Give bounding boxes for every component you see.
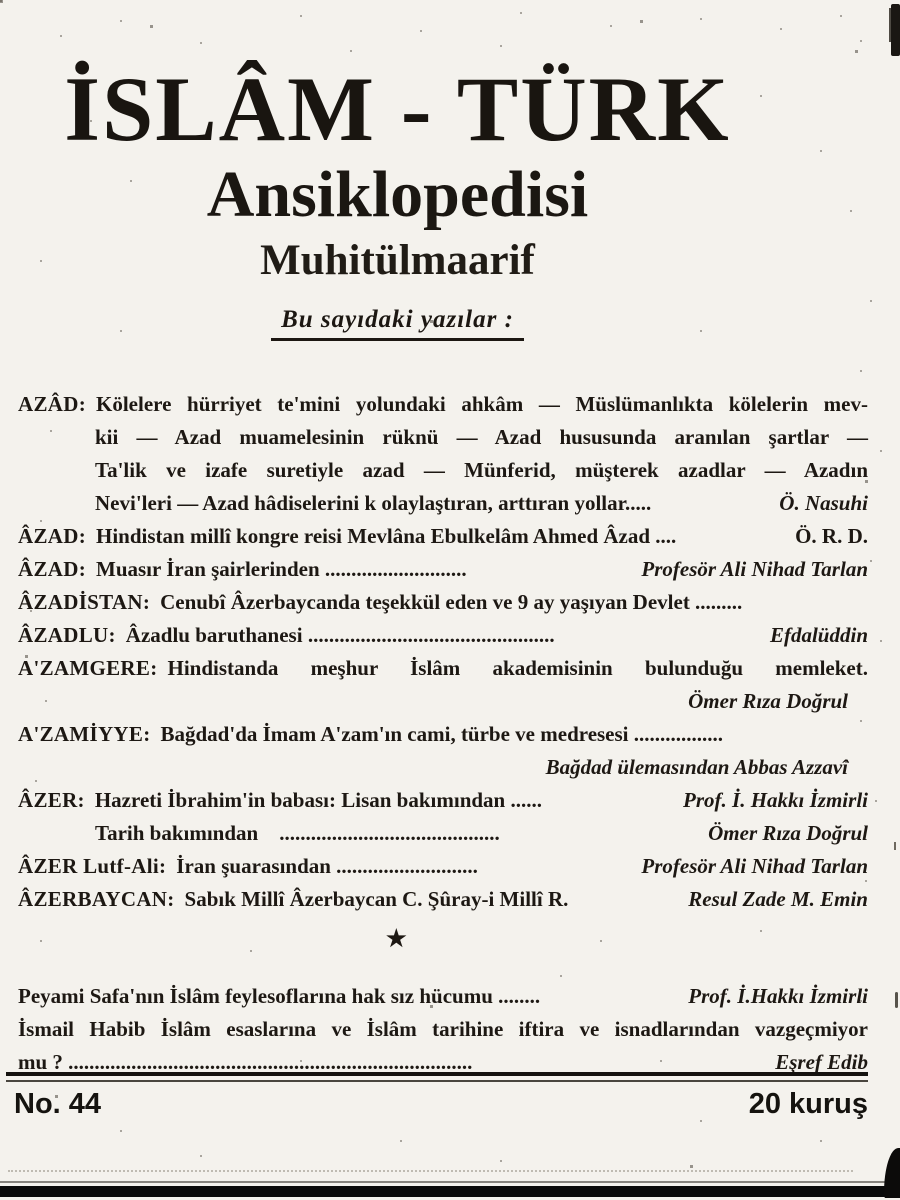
toc-author-line [18,685,868,718]
toc-entry [18,718,868,751]
entry-author: Bağdad ülemasından Abbas Azzavî [545,755,848,779]
entry-term: ÂZADLU: [18,623,116,647]
entry-author: Efdalüddin [769,623,868,647]
table-of-contents [18,388,868,1079]
entry-term: ÂZAD: [18,524,86,548]
entry-text: Tarih bakımından .......................................... [95,821,500,845]
toc-entry-continuation [18,421,868,454]
entry-text: İran şuarasından ........................... [176,854,478,878]
entry-text: Ta'lik ve izafe suretiyle azad — Münferid, müşterek azadlar — Azadın [95,458,868,482]
entry-text: kii — Azad muamelesinin rüknü — Azad hususunda aranılan şartlar — [95,425,868,449]
toc-entry [18,520,868,553]
entry-author: Prof. İ. Hakkı İzmirli [683,788,868,812]
entry-text: Hindistanda meşhur İslâm akademisinin bulunduğu memleket. [167,656,868,680]
contents-heading-label: Bu sayıdaki yazılar : [271,306,524,341]
toc-author-line [18,751,868,784]
entry-term: ÂZADİSTAN: [18,590,151,614]
entry-text: Peyami Safa'nın İslâm feylesoflarına hak sız hücumu ........ [18,984,541,1008]
entry-text: Bağdad'da İmam A'zam'ın cami, türbe ve medresesi ................. [160,722,724,746]
toc-entry [18,586,868,619]
entry-text: Cenubî Âzerbaycanda teşekkül eden ve 9 ay yaşıyan Devlet ......... [160,590,743,614]
entry-term: ÂZERBAYCAN: [18,887,175,911]
toc-entry-continuation [18,487,868,520]
toc-entry [18,784,868,817]
footer [14,1088,868,1121]
entry-term: ÂZAD: [18,557,86,581]
star-separator [18,916,868,964]
toc-entry [18,850,868,883]
footer-divider-rule [6,1072,868,1082]
entry-author: Profesör Ali Nihad Tarlan [641,854,868,878]
toc-entry [18,553,868,586]
entry-term: A'ZAMİYYE: [18,722,151,746]
entry-text: Nevi'leri — Azad hâdiselerini k olaylaştıran, arttıran yollar..... [95,491,652,515]
entry-author: Prof. İ.Hakkı İzmirli [688,984,868,1008]
entry-text: mu ? ............................................................................. [18,1050,473,1074]
entry-term: A'ZAMGERE: [18,656,158,680]
scan-artifact-edge-tick-small [894,842,896,850]
entry-author: Resul Zade M. Emin [688,887,868,911]
issue-number: No. 44 [14,1088,102,1120]
toc-entry [18,652,868,685]
entry-author: Profesör Ali Nihad Tarlan [641,557,868,581]
entry-text: Hazreti İbrahim'in babası: Lisan bakımından ...... [94,788,542,812]
scan-artifact-faint-line [8,1170,853,1172]
entry-text: Muasır İran şairlerinden ........................... [96,557,467,581]
contents-heading [0,306,795,341]
toc-entry [18,980,868,1013]
entry-author: Ö. R. D. [795,524,868,548]
toc-entry-continuation [18,817,868,850]
masthead [0,0,795,290]
entry-text: Kölelere hürriyet te'mini yolundaki ahkâm — Müslümanlıkta kölelerin mev- [96,392,868,416]
price-label: 20 kuruş [748,1088,868,1120]
entry-term: ÂZER Lutf-Ali: [18,854,167,878]
toc-entry [18,619,868,652]
scan-edge-bottom-bar [0,1186,900,1197]
scan-artifact-top-right [891,4,900,56]
entry-text: Sabık Millî Âzerbaycan C. Şûray-i Millî R. [184,887,569,911]
entry-text: Hindistan millî kongre reisi Mevlâna Ebulkelâm Ahmed Âzad .... [96,524,677,548]
toc-entry-continuation [18,454,868,487]
entry-author: Ö. Nasuhi [779,491,868,515]
scan-artifact-bottom-right [884,1148,900,1198]
entry-author: Ömer Rıza Doğrul [688,689,848,713]
entry-term: AZÂD: [18,392,86,416]
page-subtitle: Ansiklopedisi [206,158,589,231]
star-icon: ★ [386,926,407,951]
entry-text: İsmail Habib İslâm esaslarına ve İslâm tarihine iftira ve isnadlarından vazgeçmiyor [18,1017,868,1041]
entry-author: Eşref Edib [775,1050,868,1074]
entry-term: ÂZER: [18,788,85,812]
scan-artifact-bar-echo [0,1181,900,1183]
edition-name: Muhitülmaarif [260,237,535,284]
toc-entry [18,388,868,421]
scan-artifact-top-right-thin [889,8,891,42]
toc-entry-continuation [18,1013,868,1046]
entry-text: Âzadlu baruthanesi ............................................... [125,623,555,647]
scan-artifact-edge-tick [895,992,898,1008]
page-title: İSLÂM - TÜRK [64,58,731,160]
toc-entry [18,883,868,916]
entry-author: Ömer Rıza Doğrul [708,821,868,845]
